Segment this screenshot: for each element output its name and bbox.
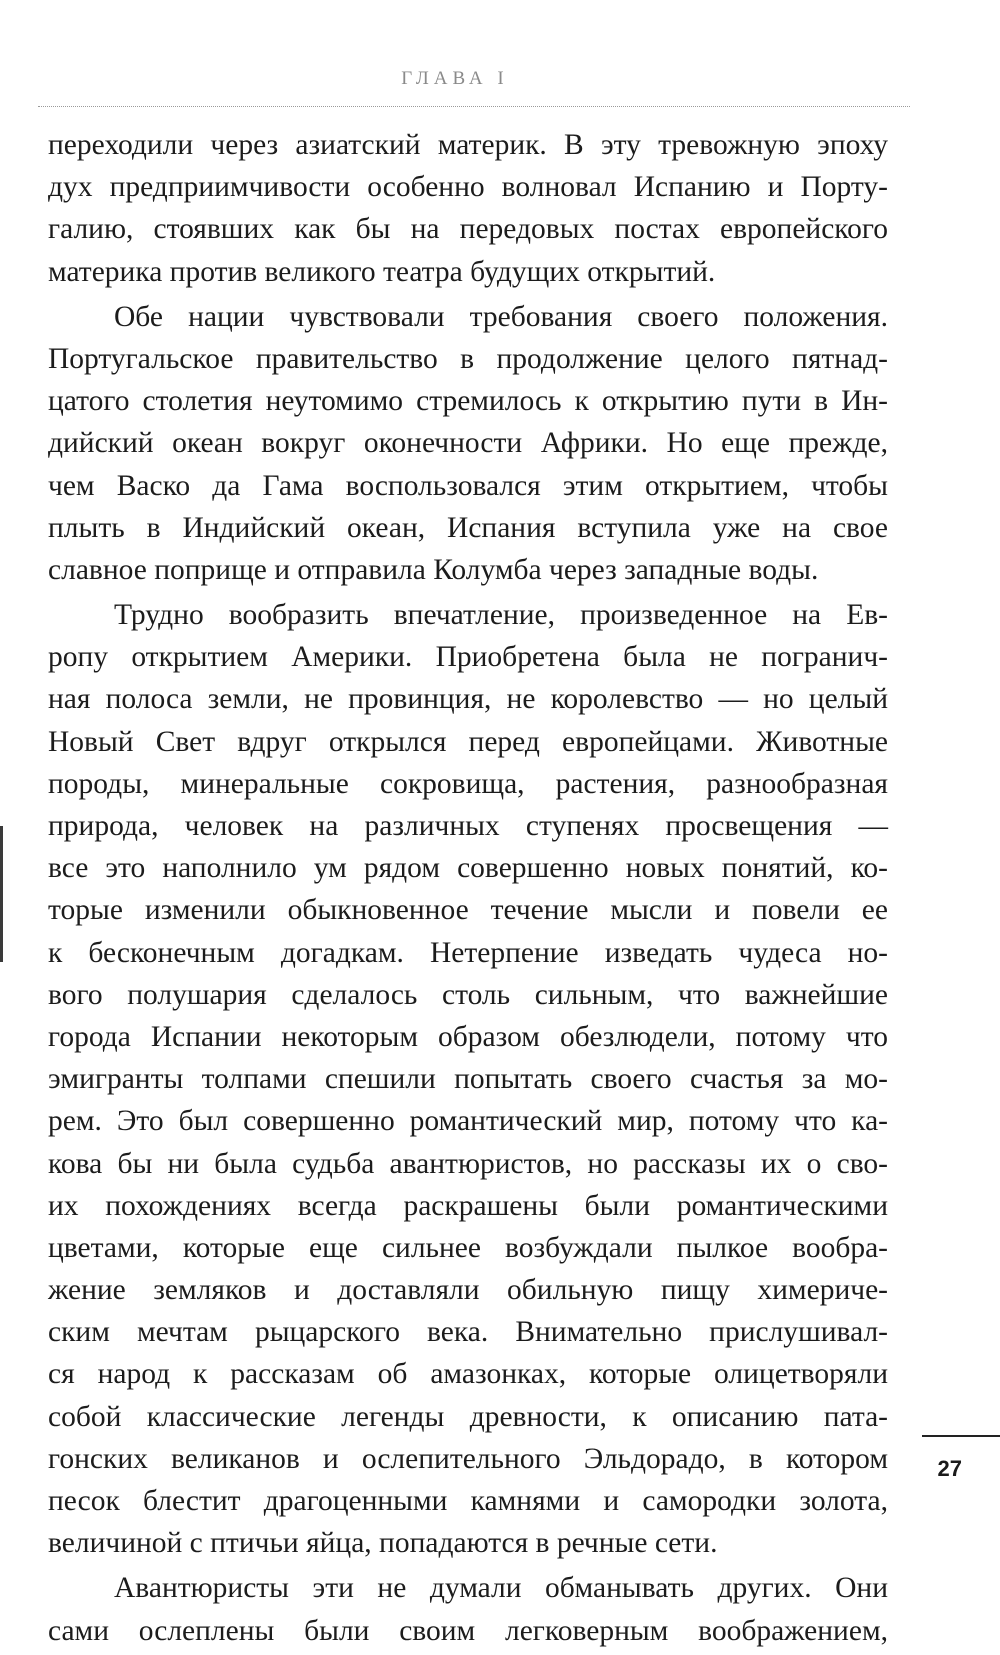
- body-text: [48, 124, 888, 1655]
- text-line: города Испании некоторым образом обезлюдели, потому что: [48, 1020, 888, 1053]
- page-number: 27: [937, 1456, 962, 1481]
- header-rule: [38, 106, 910, 107]
- text-line: дийский океан вокруг оконечности Африки. Но еще прежде,: [48, 427, 888, 460]
- text-line: величиной с птичьи яйца, попадаются в речные сети.: [48, 1527, 718, 1560]
- text-line: Обе нации чувствовали требования своего положения.: [114, 300, 888, 333]
- text-line: их похождениях всегда раскрашены были романтическими: [48, 1189, 888, 1222]
- text-line: ским мечтам рыцарского века. Внимательно прислушивал-: [48, 1316, 888, 1349]
- text-line: кова бы ни была судьба авантюристов, но рассказы их о сво-: [48, 1147, 888, 1180]
- paragraph: [48, 1567, 888, 1651]
- text-line: переходили через азиатский материк. В эту тревожную эпоху: [48, 129, 888, 161]
- running-head: ГЛАВА I: [401, 68, 509, 89]
- text-line: жение земляков и доставляли обильную пищу химериче-: [48, 1274, 888, 1307]
- text-line: Авантюристы эти не думали обманывать других. Они: [114, 1572, 888, 1605]
- text-line: сами ослеплены были своим легковерным воображением,: [48, 1614, 888, 1647]
- text-line: ся народ к рассказам об амазонках, которые олицетворяли: [48, 1358, 888, 1391]
- text-line: торые изменили обыкновенное течение мысли и повели ее: [48, 894, 888, 927]
- text-line: эмигранты толпами спешили попытать своего счастья за мо-: [48, 1063, 888, 1096]
- text-line: Трудно вообразить впечатление, произведенное на Ев-: [114, 599, 888, 632]
- text-line: все это наполнило ум рядом совершенно новых понятий, ко-: [48, 852, 888, 885]
- text-line: рем. Это был совершенно романтический мир, потому что ка-: [48, 1105, 888, 1138]
- text-line: собой классические легенды древности, к описанию пата-: [48, 1400, 888, 1433]
- text-line: к бесконечным догадкам. Нетерпение изведать чудеса но-: [48, 936, 888, 969]
- text-line: Новый Свет вдруг открылся перед европейцами. Животные: [48, 725, 888, 758]
- text-line: чем Васко да Гама воспользовался этим открытием, чтобы: [48, 469, 888, 502]
- paragraph: [48, 124, 888, 293]
- text-line: песок блестит драгоценными камнями и самородки золота,: [48, 1485, 888, 1517]
- text-line: цатого столетия неутомимо стремилось к открытию пути в Ин-: [48, 385, 888, 418]
- text-line: вого полушария сделалось столь сильным, что важнейшие: [48, 978, 888, 1011]
- text-line: галию, стоявших как бы на передовых постах европейского: [48, 213, 888, 246]
- text-line: плыть в Индийский океан, Испания вступила уже на свое: [48, 511, 888, 544]
- text-line: Португальское правительство в продолжение целого пятнад-: [48, 342, 888, 375]
- footer-rule: [922, 1435, 1000, 1437]
- paragraph: [48, 594, 888, 1564]
- text-line: природа, человек на различных ступенях просвещения —: [48, 810, 888, 842]
- binding-edge-mark: [0, 826, 3, 962]
- text-line: гонских великанов и ослепительного Эльдорадо, в котором: [48, 1442, 888, 1475]
- text-line: породы, минеральные сокровища, растения, разнообразная: [48, 767, 888, 800]
- text-line: славное поприще и отправила Колумба через западные воды.: [48, 553, 819, 586]
- text-line: материка против великого театра будущих открытий.: [48, 255, 716, 288]
- text-line: ная полоса земли, не провинция, не королевство — но целый: [48, 683, 888, 716]
- text-line: цветами, которые еще сильнее возбуждали пылкое вообра-: [48, 1231, 888, 1264]
- text-line: ропу открытием Америки. Приобретена была не погранич-: [48, 641, 888, 674]
- text-line: дух предприимчивости особенно волновал Испанию и Порту-: [48, 171, 888, 204]
- paragraph: [48, 296, 888, 591]
